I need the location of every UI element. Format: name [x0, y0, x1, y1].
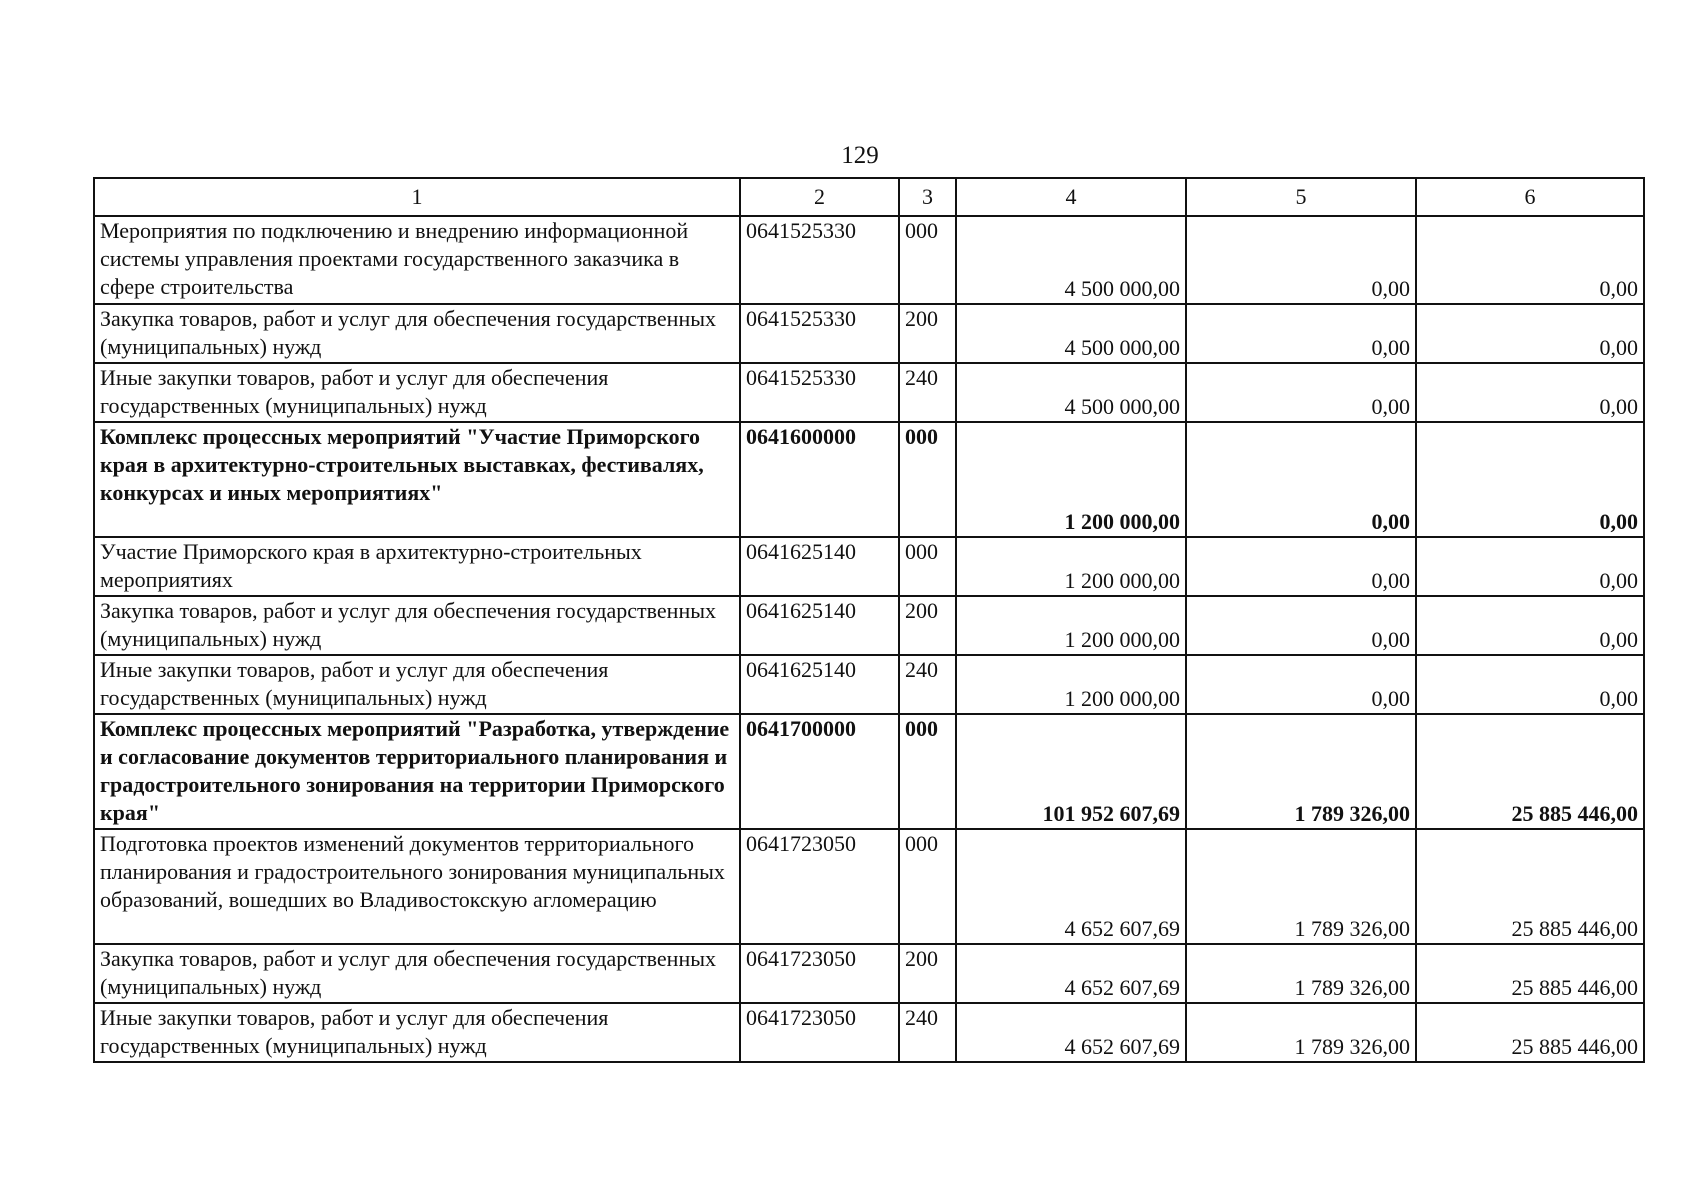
row-name: Подготовка проектов изменений документов территориального планирования и градостроительного зонирования муниципальных образований, вошедших во Владивостокскую агломерацию: [94, 829, 740, 944]
amount-col-6: 25 885 446,00: [1416, 1003, 1644, 1062]
row-name: Закупка товаров, работ и услуг для обеспечения государственных (муниципальных) нужд: [94, 596, 740, 655]
table-row-section: [94, 714, 1644, 829]
expense-type-code: 200: [899, 304, 956, 363]
expense-type-code: 200: [899, 596, 956, 655]
amount-col-4: 1 200 000,00: [956, 422, 1186, 537]
table-row: [94, 1003, 1644, 1062]
amount-col-4: 1 200 000,00: [956, 655, 1186, 714]
amount-col-6: 0,00: [1416, 304, 1644, 363]
expense-type-code: 000: [899, 422, 956, 537]
table-row: [94, 216, 1644, 304]
column-header-4: 4: [956, 178, 1186, 216]
row-name: Комплекс процессных мероприятий "Участие Приморского края в архитектурно-строительных выставках, фестивалях, конкурсах и иных мероприятиях": [94, 422, 740, 537]
table-row-section: [94, 422, 1644, 537]
target-article-code: 0641700000: [740, 714, 899, 829]
amount-col-6: 25 885 446,00: [1416, 714, 1644, 829]
amount-col-4: 4 652 607,69: [956, 829, 1186, 944]
column-header-2: 2: [740, 178, 899, 216]
amount-col-4: 4 500 000,00: [956, 216, 1186, 304]
expense-type-code: 000: [899, 216, 956, 304]
table-row: [94, 596, 1644, 655]
amount-col-5: 0,00: [1186, 537, 1416, 596]
target-article-code: 0641723050: [740, 944, 899, 1003]
target-article-code: 0641525330: [740, 304, 899, 363]
amount-col-6: 25 885 446,00: [1416, 829, 1644, 944]
amount-col-5: 0,00: [1186, 363, 1416, 422]
expense-type-code: 200: [899, 944, 956, 1003]
amount-col-4: 101 952 607,69: [956, 714, 1186, 829]
page-number: 129: [841, 142, 879, 169]
amount-col-5: 1 789 326,00: [1186, 714, 1416, 829]
amount-col-4: 4 652 607,69: [956, 944, 1186, 1003]
expense-type-code: 240: [899, 1003, 956, 1062]
table-row: [94, 944, 1644, 1003]
row-name: Мероприятия по подключению и внедрению информационной системы управления проектами государственного заказчика в сфере строительства: [94, 216, 740, 304]
target-article-code: 0641525330: [740, 216, 899, 304]
amount-col-4: 4 652 607,69: [956, 1003, 1186, 1062]
expense-type-code: 000: [899, 537, 956, 596]
amount-col-6: 0,00: [1416, 655, 1644, 714]
amount-col-6: 0,00: [1416, 363, 1644, 422]
amount-col-6: 25 885 446,00: [1416, 944, 1644, 1003]
expense-type-code: 000: [899, 714, 956, 829]
amount-col-5: 1 789 326,00: [1186, 944, 1416, 1003]
column-header-6: 6: [1416, 178, 1644, 216]
amount-col-5: 1 789 326,00: [1186, 829, 1416, 944]
target-article-code: 0641600000: [740, 422, 899, 537]
row-name: Участие Приморского края в архитектурно-строительных мероприятиях: [94, 537, 740, 596]
target-article-code: 0641723050: [740, 829, 899, 944]
amount-col-5: 0,00: [1186, 422, 1416, 537]
budget-table: [93, 177, 1645, 1063]
amount-col-4: 4 500 000,00: [956, 363, 1186, 422]
amount-col-6: 0,00: [1416, 422, 1644, 537]
amount-col-5: 0,00: [1186, 596, 1416, 655]
table-row: [94, 363, 1644, 422]
amount-col-5: 1 789 326,00: [1186, 1003, 1416, 1062]
row-name: Закупка товаров, работ и услуг для обеспечения государственных (муниципальных) нужд: [94, 304, 740, 363]
amount-col-4: 4 500 000,00: [956, 304, 1186, 363]
amount-col-6: 0,00: [1416, 216, 1644, 304]
table-row: [94, 304, 1644, 363]
amount-col-5: 0,00: [1186, 216, 1416, 304]
column-header-1: 1: [94, 178, 740, 216]
target-article-code: 0641625140: [740, 537, 899, 596]
target-article-code: 0641525330: [740, 363, 899, 422]
row-name: Иные закупки товаров, работ и услуг для обеспечения государственных (муниципальных) нужд: [94, 655, 740, 714]
amount-col-4: 1 200 000,00: [956, 537, 1186, 596]
column-header-5: 5: [1186, 178, 1416, 216]
amount-col-4: 1 200 000,00: [956, 596, 1186, 655]
row-name: Закупка товаров, работ и услуг для обеспечения государственных (муниципальных) нужд: [94, 944, 740, 1003]
amount-col-5: 0,00: [1186, 304, 1416, 363]
expense-type-code: 240: [899, 363, 956, 422]
target-article-code: 0641625140: [740, 596, 899, 655]
amount-col-6: 0,00: [1416, 596, 1644, 655]
table-row: [94, 537, 1644, 596]
row-name: Иные закупки товаров, работ и услуг для обеспечения государственных (муниципальных) нужд: [94, 363, 740, 422]
header-row: [94, 178, 1644, 216]
amount-col-5: 0,00: [1186, 655, 1416, 714]
column-header-3: 3: [899, 178, 956, 216]
expense-type-code: 000: [899, 829, 956, 944]
table-row: [94, 655, 1644, 714]
row-name: Комплекс процессных мероприятий "Разработка, утверждение и согласование документов территориального планирования и градостроительного зонирования на территории Приморского края": [94, 714, 740, 829]
target-article-code: 0641625140: [740, 655, 899, 714]
row-name: Иные закупки товаров, работ и услуг для обеспечения государственных (муниципальных) нужд: [94, 1003, 740, 1062]
table-row: [94, 829, 1644, 944]
expense-type-code: 240: [899, 655, 956, 714]
amount-col-6: 0,00: [1416, 537, 1644, 596]
target-article-code: 0641723050: [740, 1003, 899, 1062]
